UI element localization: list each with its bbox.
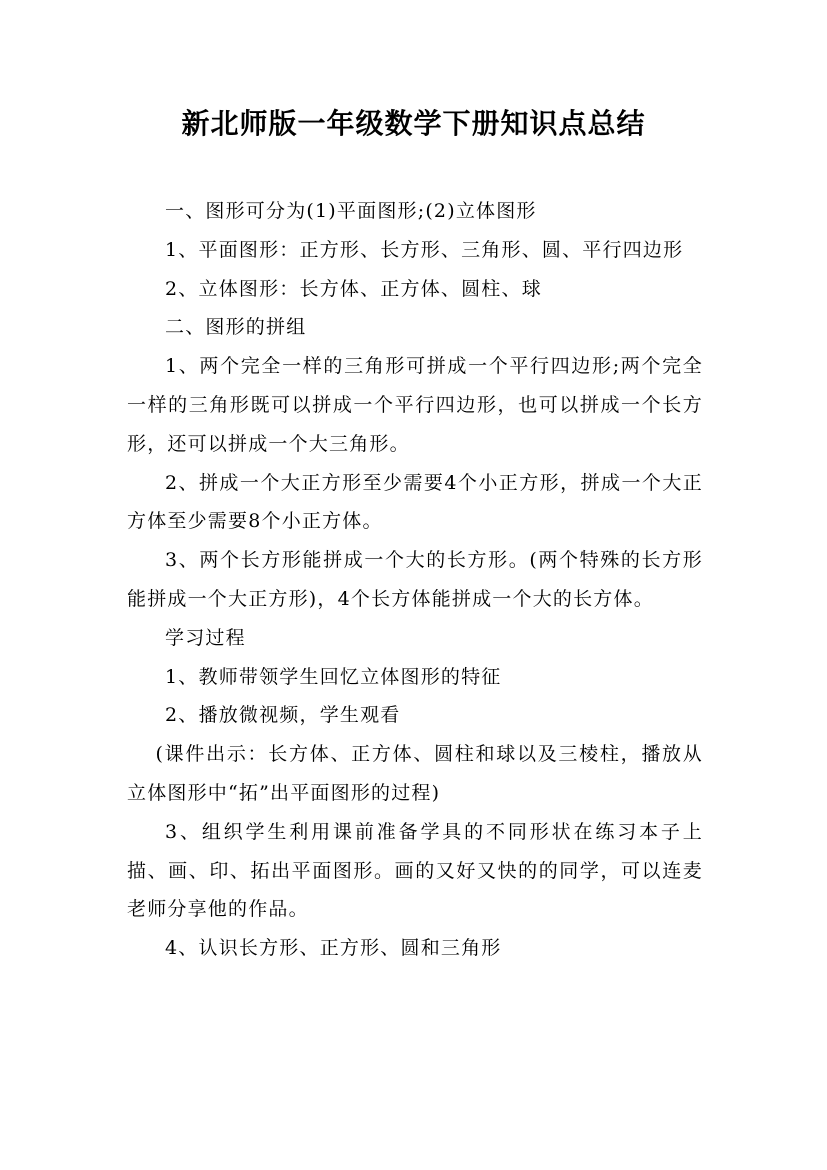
paragraph: 4、认识长方形、正方形、圆和三角形: [165, 937, 502, 960]
paragraph: 3、两个长方形能拼成一个大的长方形。(两个特殊的长方形能拼成一个大正方形)，4个长方体能拼成一个大的长方体。: [127, 549, 703, 610]
paragraph: (课件出示：长方体、正方体、圆柱和球以及三棱柱，播放从立体图形中“拓”出平面图形的过程): [127, 743, 703, 804]
document-title: 新北师版一年级数学下册知识点总结: [181, 107, 646, 140]
paragraph: 2、拼成一个大正方形至少需要4个小正方形，拼成一个大正方体至少需要8个小正方体。: [127, 471, 703, 533]
paragraph: 1、平面图形：正方形、长方形、三角形、圆、平行四边形: [165, 238, 684, 261]
paragraph: 3、组织学生利用课前准备学具的不同形状在练习本子上描、画、印、拓出平面图形。画的又好又快的的同学，可以连麦老师分享他的作品。: [127, 820, 703, 921]
paragraph: 2、播放微视频，学生观看: [165, 704, 401, 727]
paragraph: 学习过程: [165, 626, 246, 649]
paragraph: 2、立体图形：长方体、正方体、圆柱、球: [165, 277, 542, 300]
paragraph: 二、图形的拼组: [165, 316, 307, 339]
paragraph: 一、图形可分为(1)平面图形;(2)立体图形: [165, 200, 537, 222]
paragraph: 1、教师带领学生回忆立体图形的特征: [165, 665, 502, 688]
paragraph: 1、两个完全一样的三角形可拼成一个平行四边形;两个完全一样的三角形既可以拼成一个平行四边形，也可以拼成一个长方形，还可以拼成一个大三角形。: [127, 355, 703, 455]
document-body: [127, 192, 703, 968]
